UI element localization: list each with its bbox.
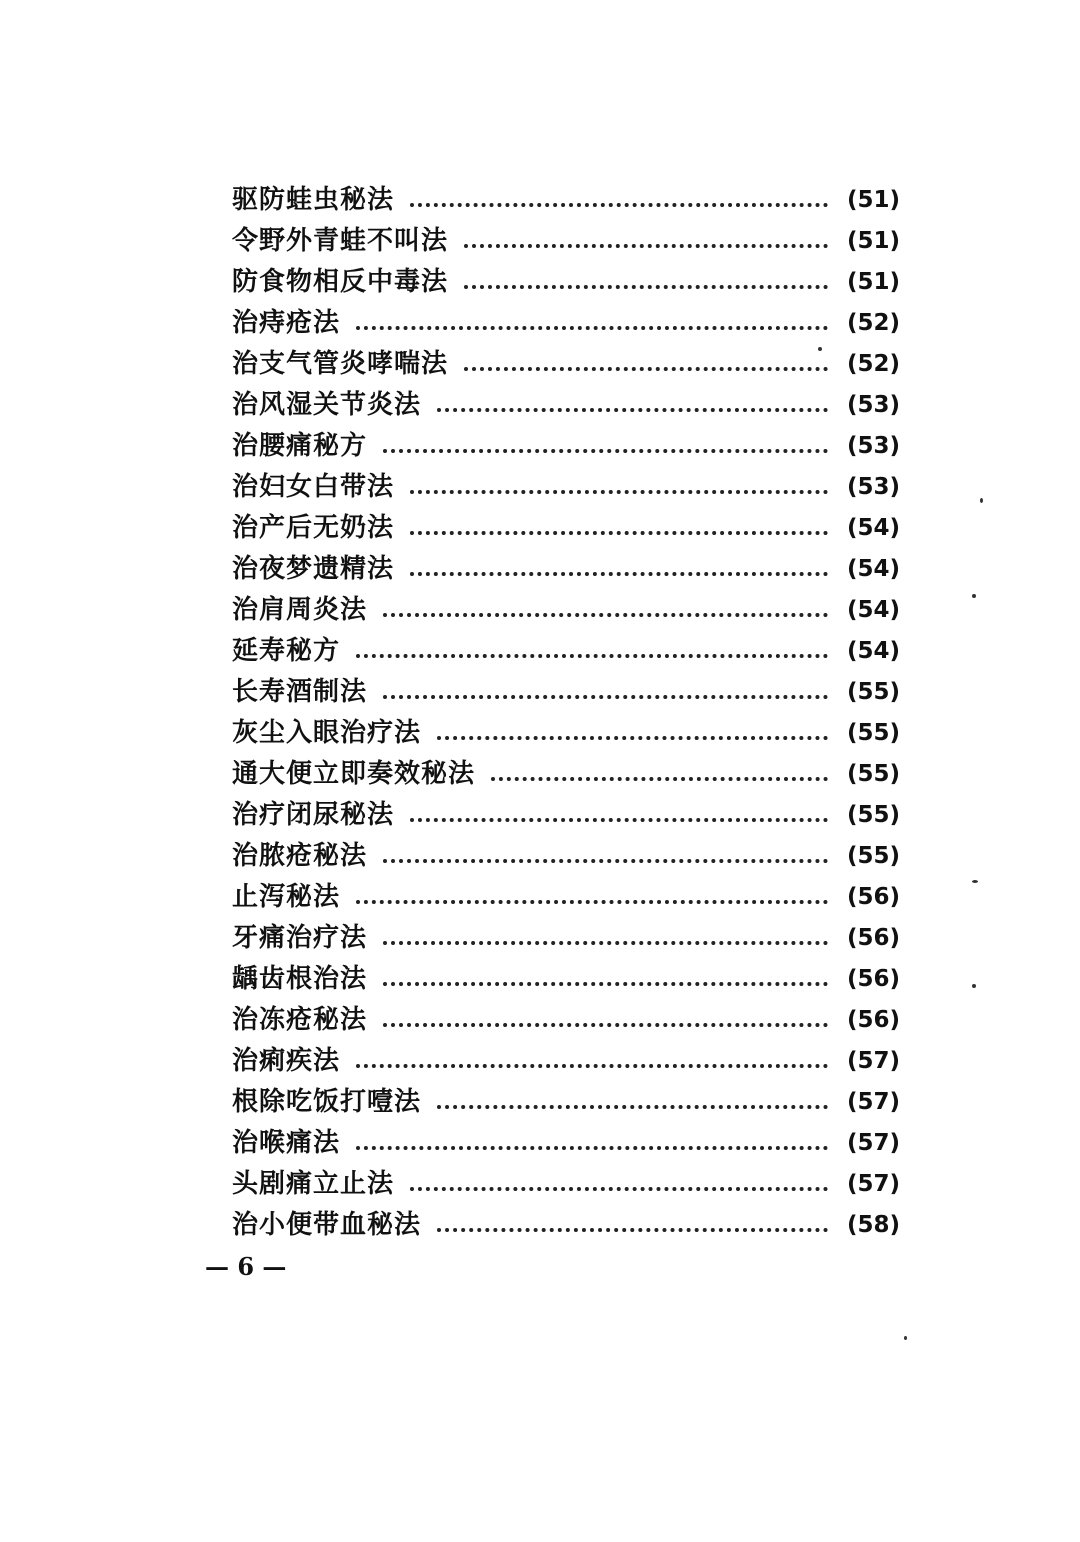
toc-entry <box>232 426 900 467</box>
toc-entry <box>232 467 900 508</box>
dot-leader <box>383 691 828 699</box>
toc-entry-page: (52) <box>846 310 900 336</box>
dot-leader <box>410 199 828 207</box>
toc-entry-title: 治妇女白带法 <box>232 472 395 502</box>
toc-entry-title: 驱防蛙虫秘法 <box>232 185 395 215</box>
toc-entry-title: 长寿酒制法 <box>232 677 368 707</box>
toc-entry <box>232 713 900 754</box>
toc-entry <box>232 754 900 795</box>
toc-entry-page: (56) <box>846 925 900 951</box>
dot-leader <box>383 445 828 453</box>
toc-entry-page: (57) <box>846 1048 900 1074</box>
dot-leader <box>410 568 828 576</box>
toc-entry-title: 治腰痛秘方 <box>232 431 368 461</box>
toc-entry-title: 防食物相反中毒法 <box>232 267 449 297</box>
dot-leader <box>437 1224 828 1232</box>
toc-entry <box>232 549 900 590</box>
toc-entry <box>232 672 900 713</box>
dot-leader <box>464 240 828 248</box>
toc-entry-title: 治脓疮秘法 <box>232 841 368 871</box>
toc-entry <box>232 221 900 262</box>
dot-leader <box>356 1060 828 1068</box>
dot-leader <box>410 1183 828 1191</box>
toc-entry <box>232 344 900 385</box>
toc-entry-title: 牙痛治疗法 <box>232 923 368 953</box>
toc-entry <box>232 877 900 918</box>
toc-entry-page: (55) <box>846 679 900 705</box>
toc-entry <box>232 1123 900 1164</box>
toc-entry-page: (55) <box>846 843 900 869</box>
toc-entry <box>232 508 900 549</box>
toc-entry-page: (57) <box>846 1130 900 1156</box>
toc-entry-page: (57) <box>846 1089 900 1115</box>
toc-entry-title: 头剧痛立止法 <box>232 1169 395 1199</box>
toc-entry-title: 治痢疾法 <box>232 1046 341 1076</box>
dot-leader <box>437 404 828 412</box>
dot-leader <box>464 363 828 371</box>
toc-entry-title: 龋齿根治法 <box>232 964 368 994</box>
dot-leader <box>410 814 828 822</box>
toc-entry <box>232 836 900 877</box>
toc-entry-page: (58) <box>846 1212 900 1238</box>
toc-entry <box>232 262 900 303</box>
dot-leader <box>410 486 828 494</box>
dot-leader <box>383 1019 828 1027</box>
toc-entry-page: (53) <box>846 474 900 500</box>
toc-entry <box>232 918 900 959</box>
dot-leader <box>491 773 828 781</box>
toc-entry-page: (56) <box>846 966 900 992</box>
toc-entry-title: 治喉痛法 <box>232 1128 341 1158</box>
toc-entry <box>232 795 900 836</box>
toc-entry-title: 治夜梦遗精法 <box>232 554 395 584</box>
scan-speck <box>904 1336 907 1340</box>
dot-leader <box>383 609 828 617</box>
toc-entry <box>232 959 900 1000</box>
toc-entry-page: (53) <box>846 392 900 418</box>
toc-entry <box>232 1000 900 1041</box>
toc-entry-title: 通大便立即奏效秘法 <box>232 759 476 789</box>
dot-leader <box>356 650 828 658</box>
toc-entry-title: 治痔疮法 <box>232 308 341 338</box>
toc-entry-title: 治小便带血秘法 <box>232 1210 422 1240</box>
dot-leader <box>437 1101 828 1109</box>
toc-entry-page: (52) <box>846 351 900 377</box>
toc-entry <box>232 1082 900 1123</box>
toc-entry-title: 治疗闭尿秘法 <box>232 800 395 830</box>
toc-entry-title: 治风湿关节炎法 <box>232 390 422 420</box>
toc-entry-title: 治产后无奶法 <box>232 513 395 543</box>
scan-speck <box>972 984 976 988</box>
toc-entry-page: (53) <box>846 433 900 459</box>
toc-entry <box>232 303 900 344</box>
table-of-contents <box>232 180 900 1246</box>
toc-entry-page: (55) <box>846 761 900 787</box>
scan-speck <box>972 880 978 883</box>
toc-entry-title: 延寿秘方 <box>232 636 341 666</box>
toc-entry-page: (54) <box>846 597 900 623</box>
toc-entry <box>232 1041 900 1082</box>
dot-leader <box>383 978 828 986</box>
toc-entry <box>232 385 900 426</box>
toc-entry-title: 治支气管炎哮喘法 <box>232 349 449 379</box>
toc-entry <box>232 631 900 672</box>
scan-speck <box>818 347 822 351</box>
scan-speck <box>980 498 983 503</box>
toc-entry <box>232 180 900 221</box>
toc-entry-title: 灰尘入眼治疗法 <box>232 718 422 748</box>
dot-leader <box>410 527 828 535</box>
toc-entry-page: (56) <box>846 1007 900 1033</box>
toc-entry <box>232 1205 900 1246</box>
toc-entry-page: (56) <box>846 884 900 910</box>
toc-entry-page: (55) <box>846 802 900 828</box>
toc-entry <box>232 590 900 631</box>
scan-speck <box>972 594 976 598</box>
dot-leader <box>437 732 828 740</box>
toc-entry-title: 治肩周炎法 <box>232 595 368 625</box>
dot-leader <box>356 1142 828 1150</box>
toc-entry <box>232 1164 900 1205</box>
toc-entry-title: 根除吃饭打噎法 <box>232 1087 422 1117</box>
dot-leader <box>356 896 828 904</box>
dot-leader <box>356 322 828 330</box>
toc-entry-page: (57) <box>846 1171 900 1197</box>
toc-entry-page: (51) <box>846 269 900 295</box>
toc-entry-title: 止泻秘法 <box>232 882 341 912</box>
toc-entry-page: (54) <box>846 556 900 582</box>
toc-entry-title: 令野外青蛙不叫法 <box>232 226 449 256</box>
dot-leader <box>383 855 828 863</box>
toc-entry-title: 治冻疮秘法 <box>232 1005 368 1035</box>
toc-entry-page: (51) <box>846 187 900 213</box>
toc-entry-page: (55) <box>846 720 900 746</box>
dot-leader <box>464 281 828 289</box>
toc-entry-page: (54) <box>846 638 900 664</box>
toc-entry-page: (51) <box>846 228 900 254</box>
dot-leader <box>383 937 828 945</box>
toc-entry-page: (54) <box>846 515 900 541</box>
page-number: — 6 — <box>205 1252 287 1281</box>
